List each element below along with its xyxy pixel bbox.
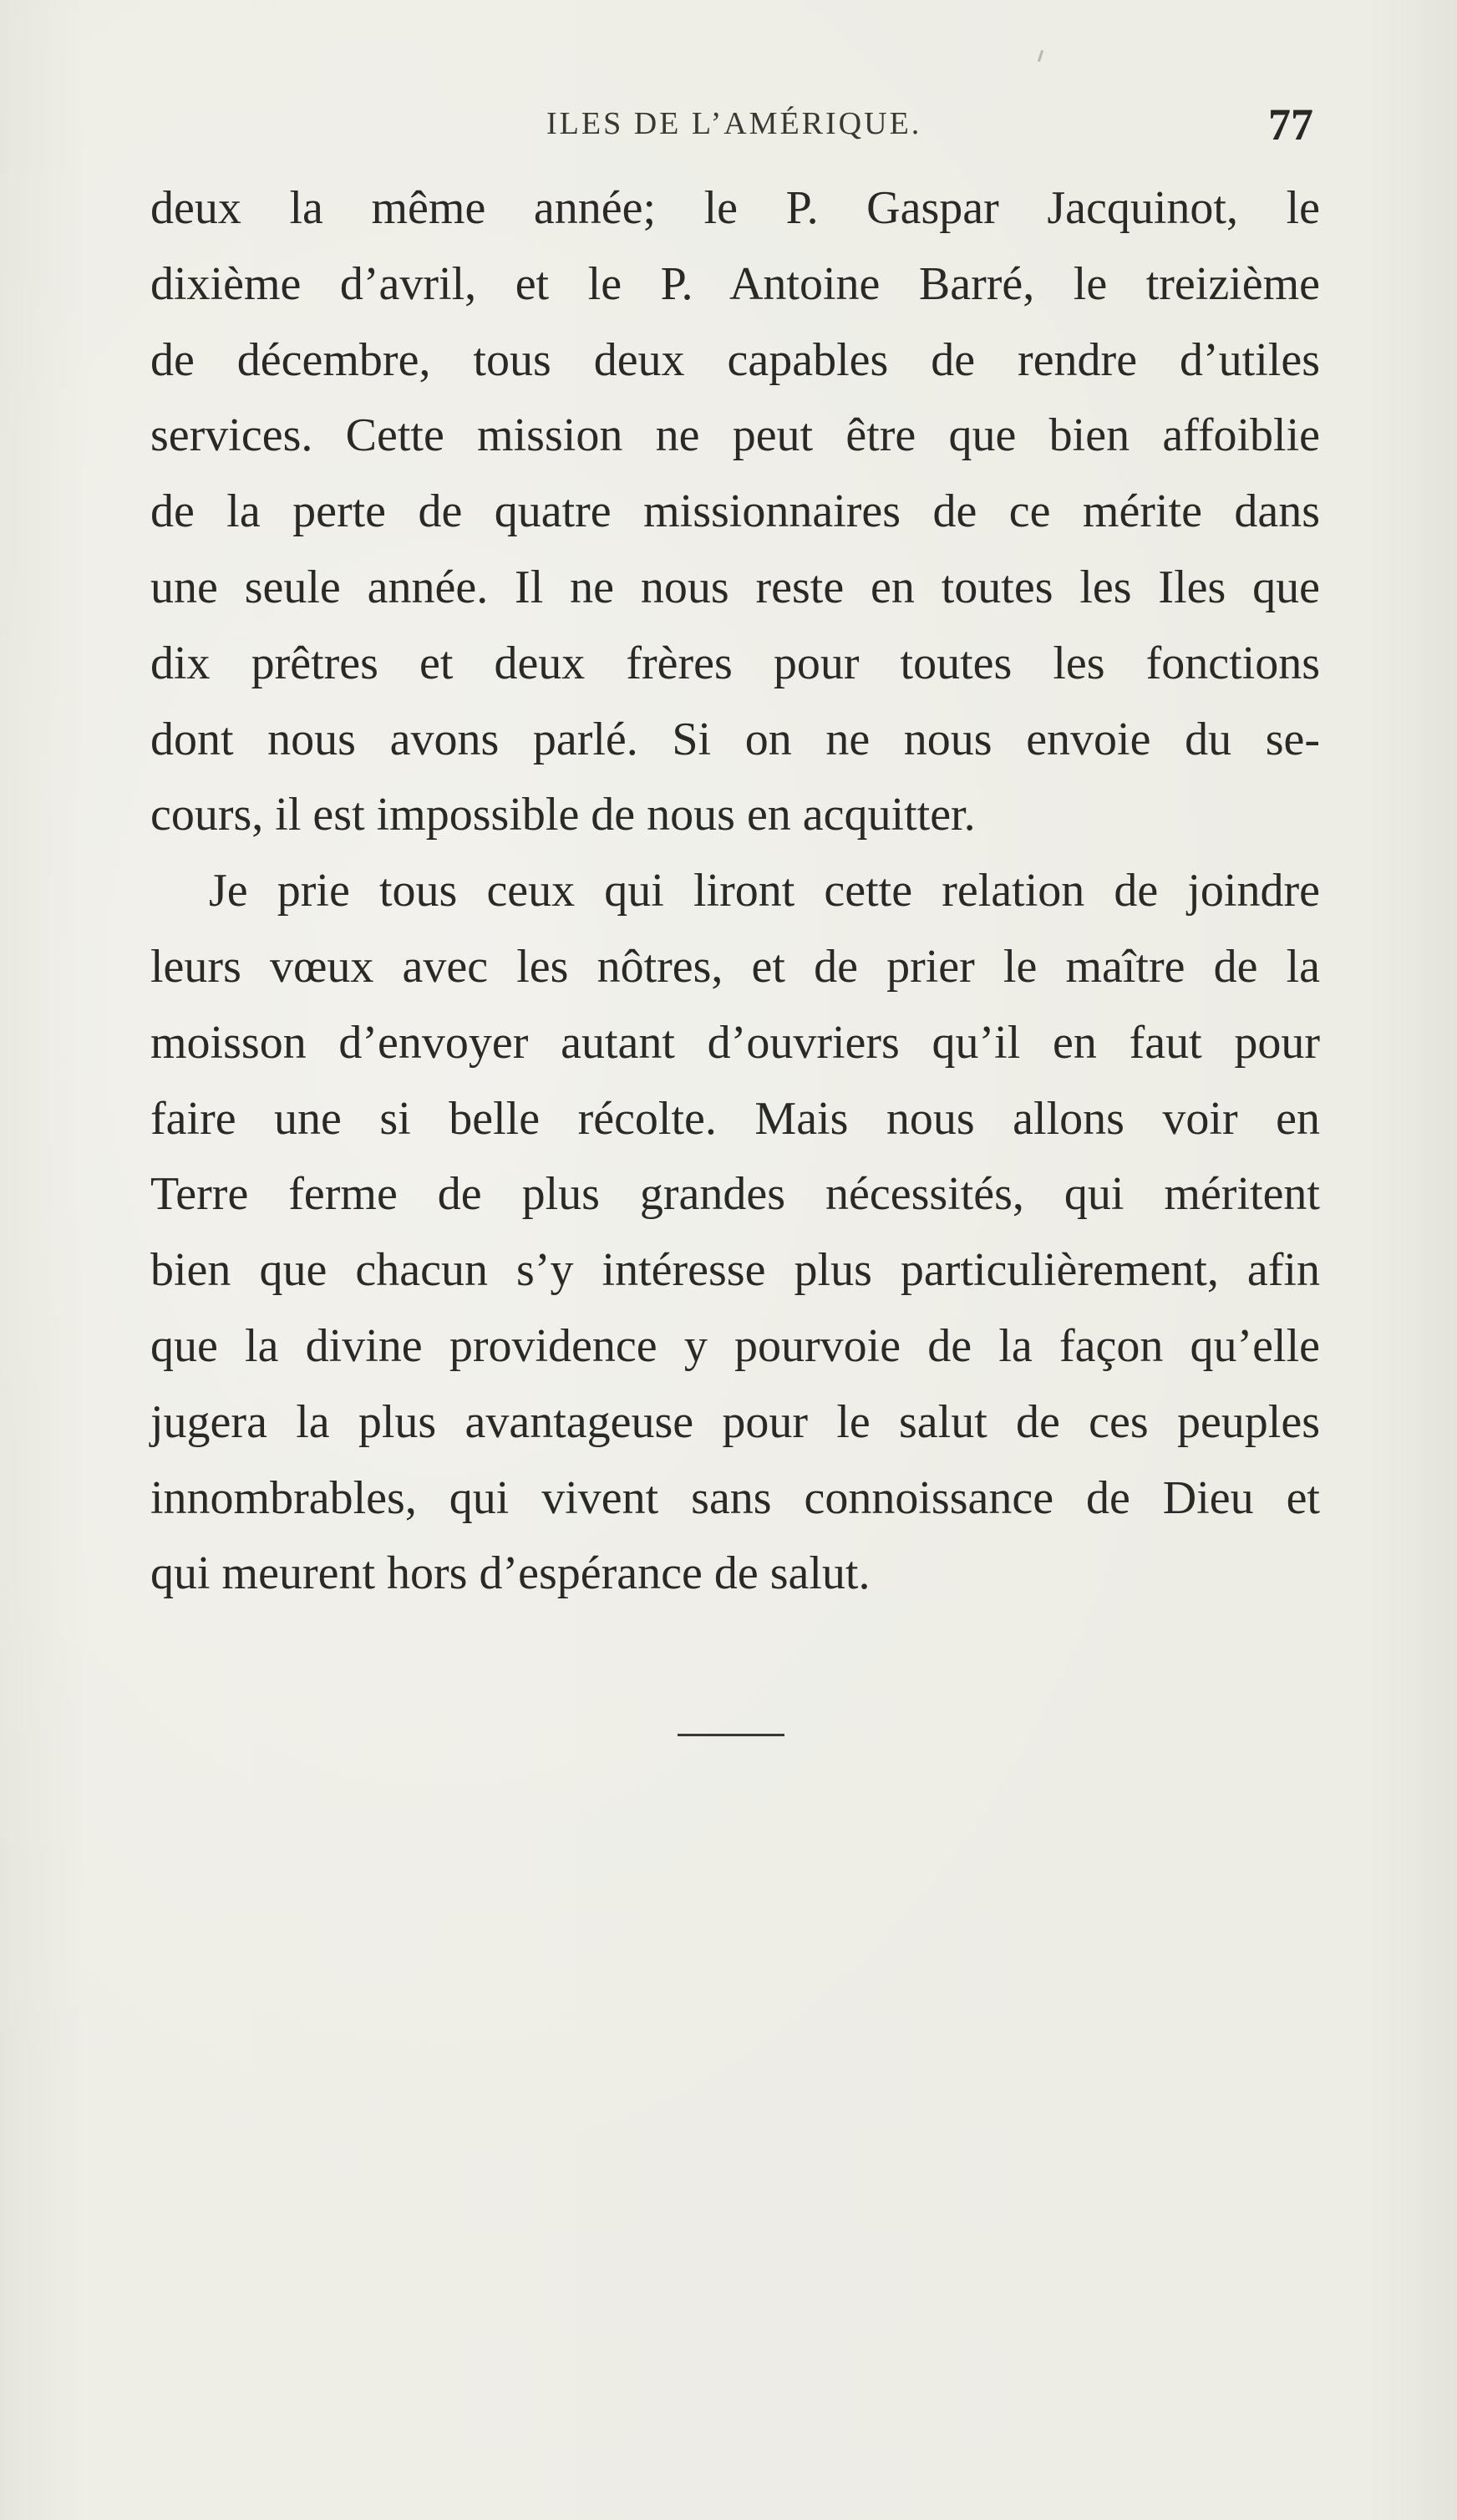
text-line: Terre ferme de plus grandes nécessités, qui méritent xyxy=(150,1168,1320,1221)
text-line: dix prêtres et deux frères pour toutes les fonctions xyxy=(150,637,1320,689)
text-line: que la divine providence y pourvoie de la façon qu’elle xyxy=(150,1319,1320,1372)
text-line: bien que chacun s’y intéresse plus particulièrement, afin xyxy=(150,1244,1320,1297)
text-line: services. Cette mission ne peut être que bien affoiblie xyxy=(150,409,1320,462)
text-line: de la perte de quatre missionnaires de ce mérite dans xyxy=(150,485,1320,538)
running-header xyxy=(0,99,1457,149)
text-line: faire une si belle récolte. Mais nous allons voir en xyxy=(150,1092,1320,1145)
text-line: dont nous avons parlé. Si on ne nous envoie du se- xyxy=(150,713,1320,765)
text-line: de décembre, tous deux capables de rendre d’utiles xyxy=(150,333,1320,386)
text-line: dixième d’avril, et le P. Antoine Barré, le treizième xyxy=(150,257,1320,310)
paragraph-end-line: qui meurent hors d’espérance de salut. xyxy=(150,1547,871,1600)
paragraph-end-line: cours, il est impossible de nous en acquitter. xyxy=(150,789,976,841)
body-text xyxy=(150,170,1320,1612)
running-title: ILES DE L’AMÉRIQUE. xyxy=(546,106,922,141)
text-line: jugera la plus avantageuse pour le salut de ces peuples xyxy=(150,1395,1320,1448)
stray-ink-mark xyxy=(1038,50,1043,62)
text-line: une seule année. Il ne nous reste en toutes les Iles que xyxy=(150,561,1320,613)
text-line: deux la même année; le P. Gaspar Jacquinot, le xyxy=(150,182,1320,234)
paragraph-start-line: Je prie tous ceux qui liront cette relation de joindre xyxy=(209,865,1320,917)
page-number: 77 xyxy=(1268,99,1313,150)
section-divider-rule xyxy=(678,1734,784,1736)
text-line: moisson d’envoyer autant d’ouvriers qu’il en faut pour xyxy=(150,1016,1320,1069)
text-line: innombrables, qui vivent sans connoissance de Dieu et xyxy=(150,1471,1320,1524)
text-line: leurs vœux avec les nôtres, et de prier le maître de la xyxy=(150,940,1320,993)
